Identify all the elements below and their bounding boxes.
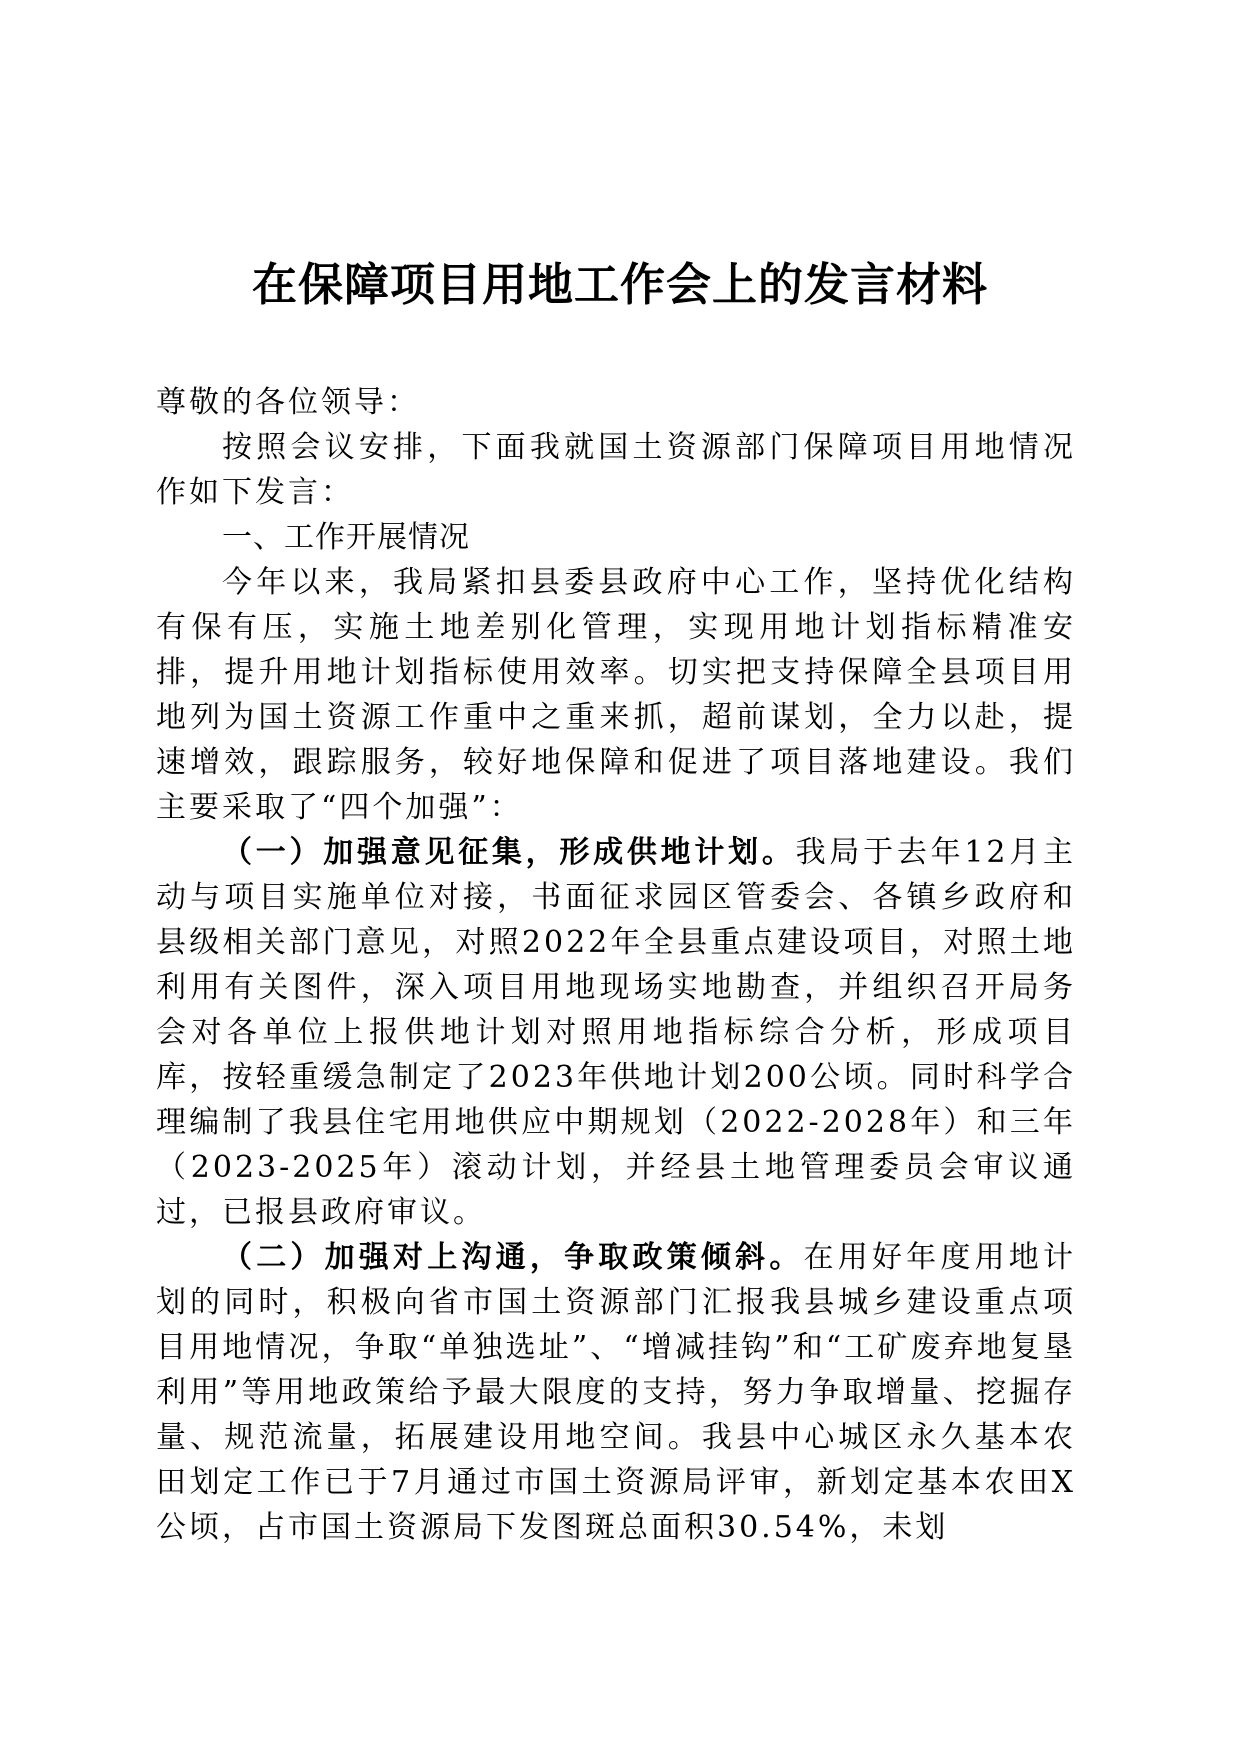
item-1-paragraph — [156, 830, 1076, 1235]
salutation: 尊敬的各位领导： — [156, 385, 420, 420]
document-body — [156, 380, 1076, 1550]
document-title: 在保障项目用地工作会上的发言材料 — [251, 258, 988, 311]
item-1-lead: （一）加强意见征集，形成供地计划。 — [222, 835, 796, 870]
section-heading: 一、工作开展情况 — [222, 520, 470, 555]
item-2-body: 在用好年度用地计划的同时，积极向省市国土资源部门汇报我县城乡建设重点项目用地情况，争取“单独选址”、“增减挂钩”和“工矿废弃地复垦利用”等用地政策给予最大限度的支持，努力争取增量、挖掘存量、规范流量，拓展建设用地空间。我县中心城区永久基本农田划定工作已于7月通过市国土资源局评审，新划定基本农田X公顷，占市国土资源局下发图斑总面积30.54%，未划 — [156, 1240, 1077, 1545]
item-2-lead: （二）加强对上沟通，争取政策倾斜。 — [222, 1240, 804, 1275]
section-paragraph: 今年以来，我局紧扣县委县政府中心工作，坚持优化结构有保有压，实施土地差别化管理，实现用地计划指标精准安排，提升用地计划指标使用效率。切实把支持保障全县项目用地列为国土资源工作重中之重来抓，超前谋划，全力以赴，提速增效，跟踪服务，较好地保障和促进了项目落地建设。我们主要采取了“四个加强”： — [156, 565, 1076, 825]
item-1-body: 我局于去年12月主动与项目实施单位对接，书面征求园区管委会、各镇乡政府和县级相关部门意见，对照2022年全县重点建设项目，对照土地利用有关图件，深入项目用地现场实地勘查，并组织召开局务会对各单位上报供地计划对照用地指标综合分析，形成项目库，按轻重缓急制定了2023年供地计划200公顷。同时科学合理编制了我县住宅用地供应中期规划（2022-2028年）和三年（2023-2025年）滚动计划，并经县土地管理委员会审议通过，已报县政府审议。 — [156, 835, 1076, 1230]
item-2-paragraph — [156, 1235, 1076, 1550]
intro-paragraph: 按照会议安排，下面我就国土资源部门保障项目用地情况作如下发言： — [156, 430, 1076, 510]
